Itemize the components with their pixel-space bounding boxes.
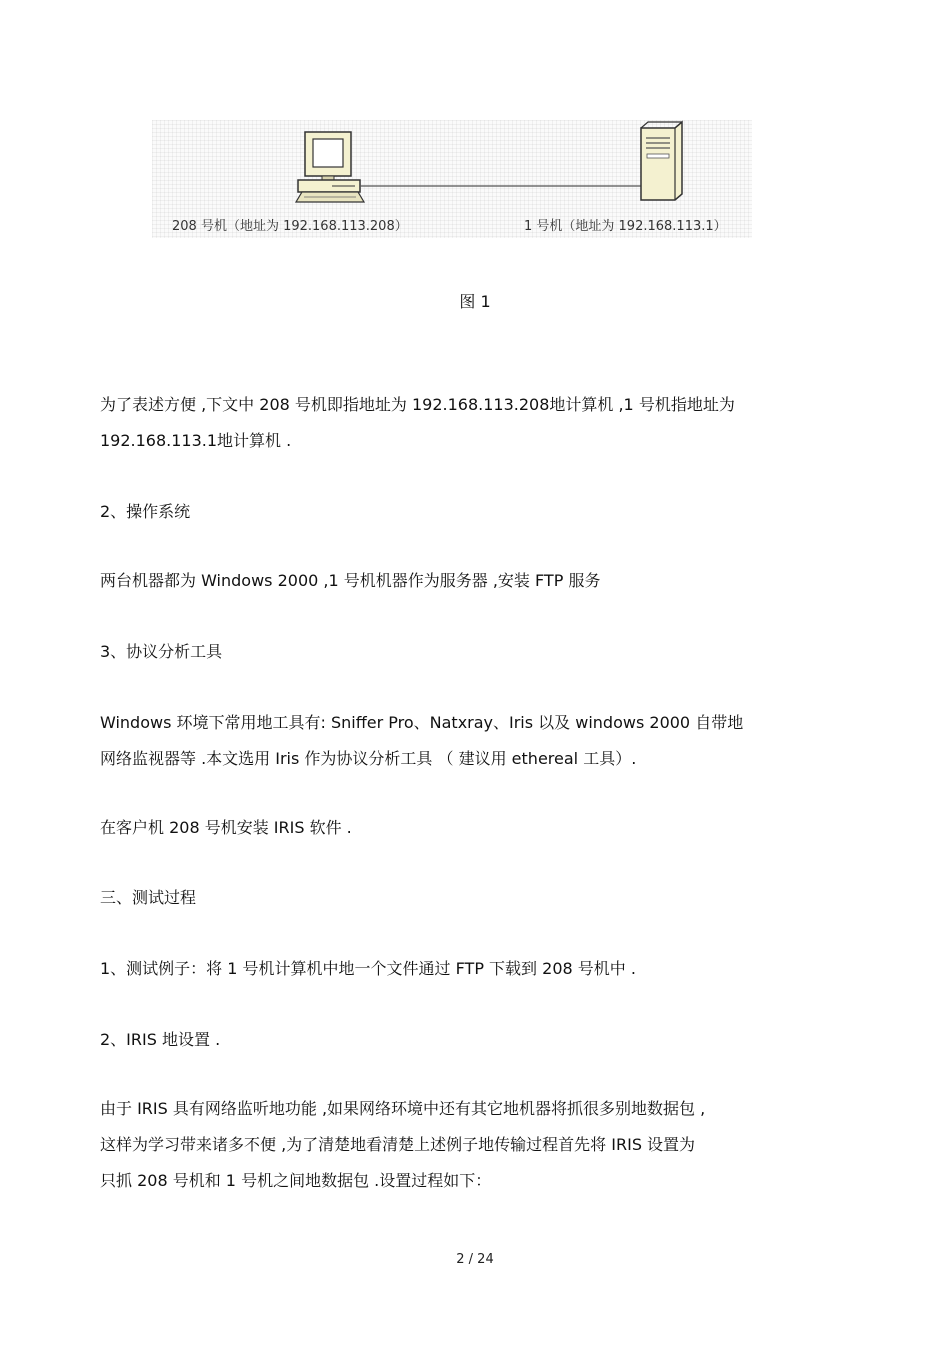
paragraph-iris-setup [100,1022,820,1058]
text-line: 2、IRIS 地设置 . [100,1030,221,1049]
text-line: 1、测试例子：将 1 号机计算机中地一个文件通过 FTP 下载到 208 号机中 . [100,959,636,978]
text-line: 192.168.113.1地计算机 . [100,431,292,450]
paragraph-os [100,563,820,599]
network-diagram [152,120,752,238]
client-computer-icon [296,132,364,202]
client-address-label: 208 号机（地址为 192.168.113.208） [172,219,408,234]
text-line: 只抓 208 号机和 1 号机之间地数据包 .设置过程如下： [100,1171,492,1190]
paragraph-install [100,810,820,846]
server-address-label: 1 号机（地址为 192.168.113.1） [524,219,727,234]
section-heading-os [100,494,820,530]
text-line: 由于 IRIS 具有网络监听地功能 ,如果网络环境中还有其它地机器将抓很多别地数据包 , [100,1099,706,1118]
page-number: 2 / 24 [456,1252,494,1267]
section-heading-test [100,880,820,916]
paragraph-intro [100,387,820,459]
section-heading-tools [100,634,820,670]
figure-caption: 图 1 [459,292,491,311]
text-line: Windows 环境下常用地工具有: Sniffer Pro、Natxray、Iris 以及 windows 2000 自带地 [100,713,744,732]
text-line: 3、协议分析工具 [100,642,223,661]
server-tower-icon [641,122,682,200]
text-line: 这样为学习带来诸多不便 ,为了清楚地看清楚上述例子地传输过程首先将 IRIS 设置为 [100,1135,696,1154]
text-line: 三、测试过程 [100,888,197,907]
text-line: 两台机器都为 Windows 2000 ,1 号机机器作为服务器 ,安装 FTP 服务 [100,571,601,590]
paragraph-test-example [100,951,820,987]
text-line: 在客户机 208 号机安装 IRIS 软件 . [100,818,352,837]
text-line: 2、操作系统 [100,502,191,521]
text-line: 网络监视器等 .本文选用 Iris 作为协议分析工具 （ 建议用 ethereal 工具）. [100,749,637,768]
paragraph-tools [100,705,820,777]
paragraph-iris-detail [100,1091,820,1199]
text-line: 为了表述方便 ,下文中 208 号机即指地址为 192.168.113.208地计算机 ,1 号机指地址为 [100,395,735,414]
